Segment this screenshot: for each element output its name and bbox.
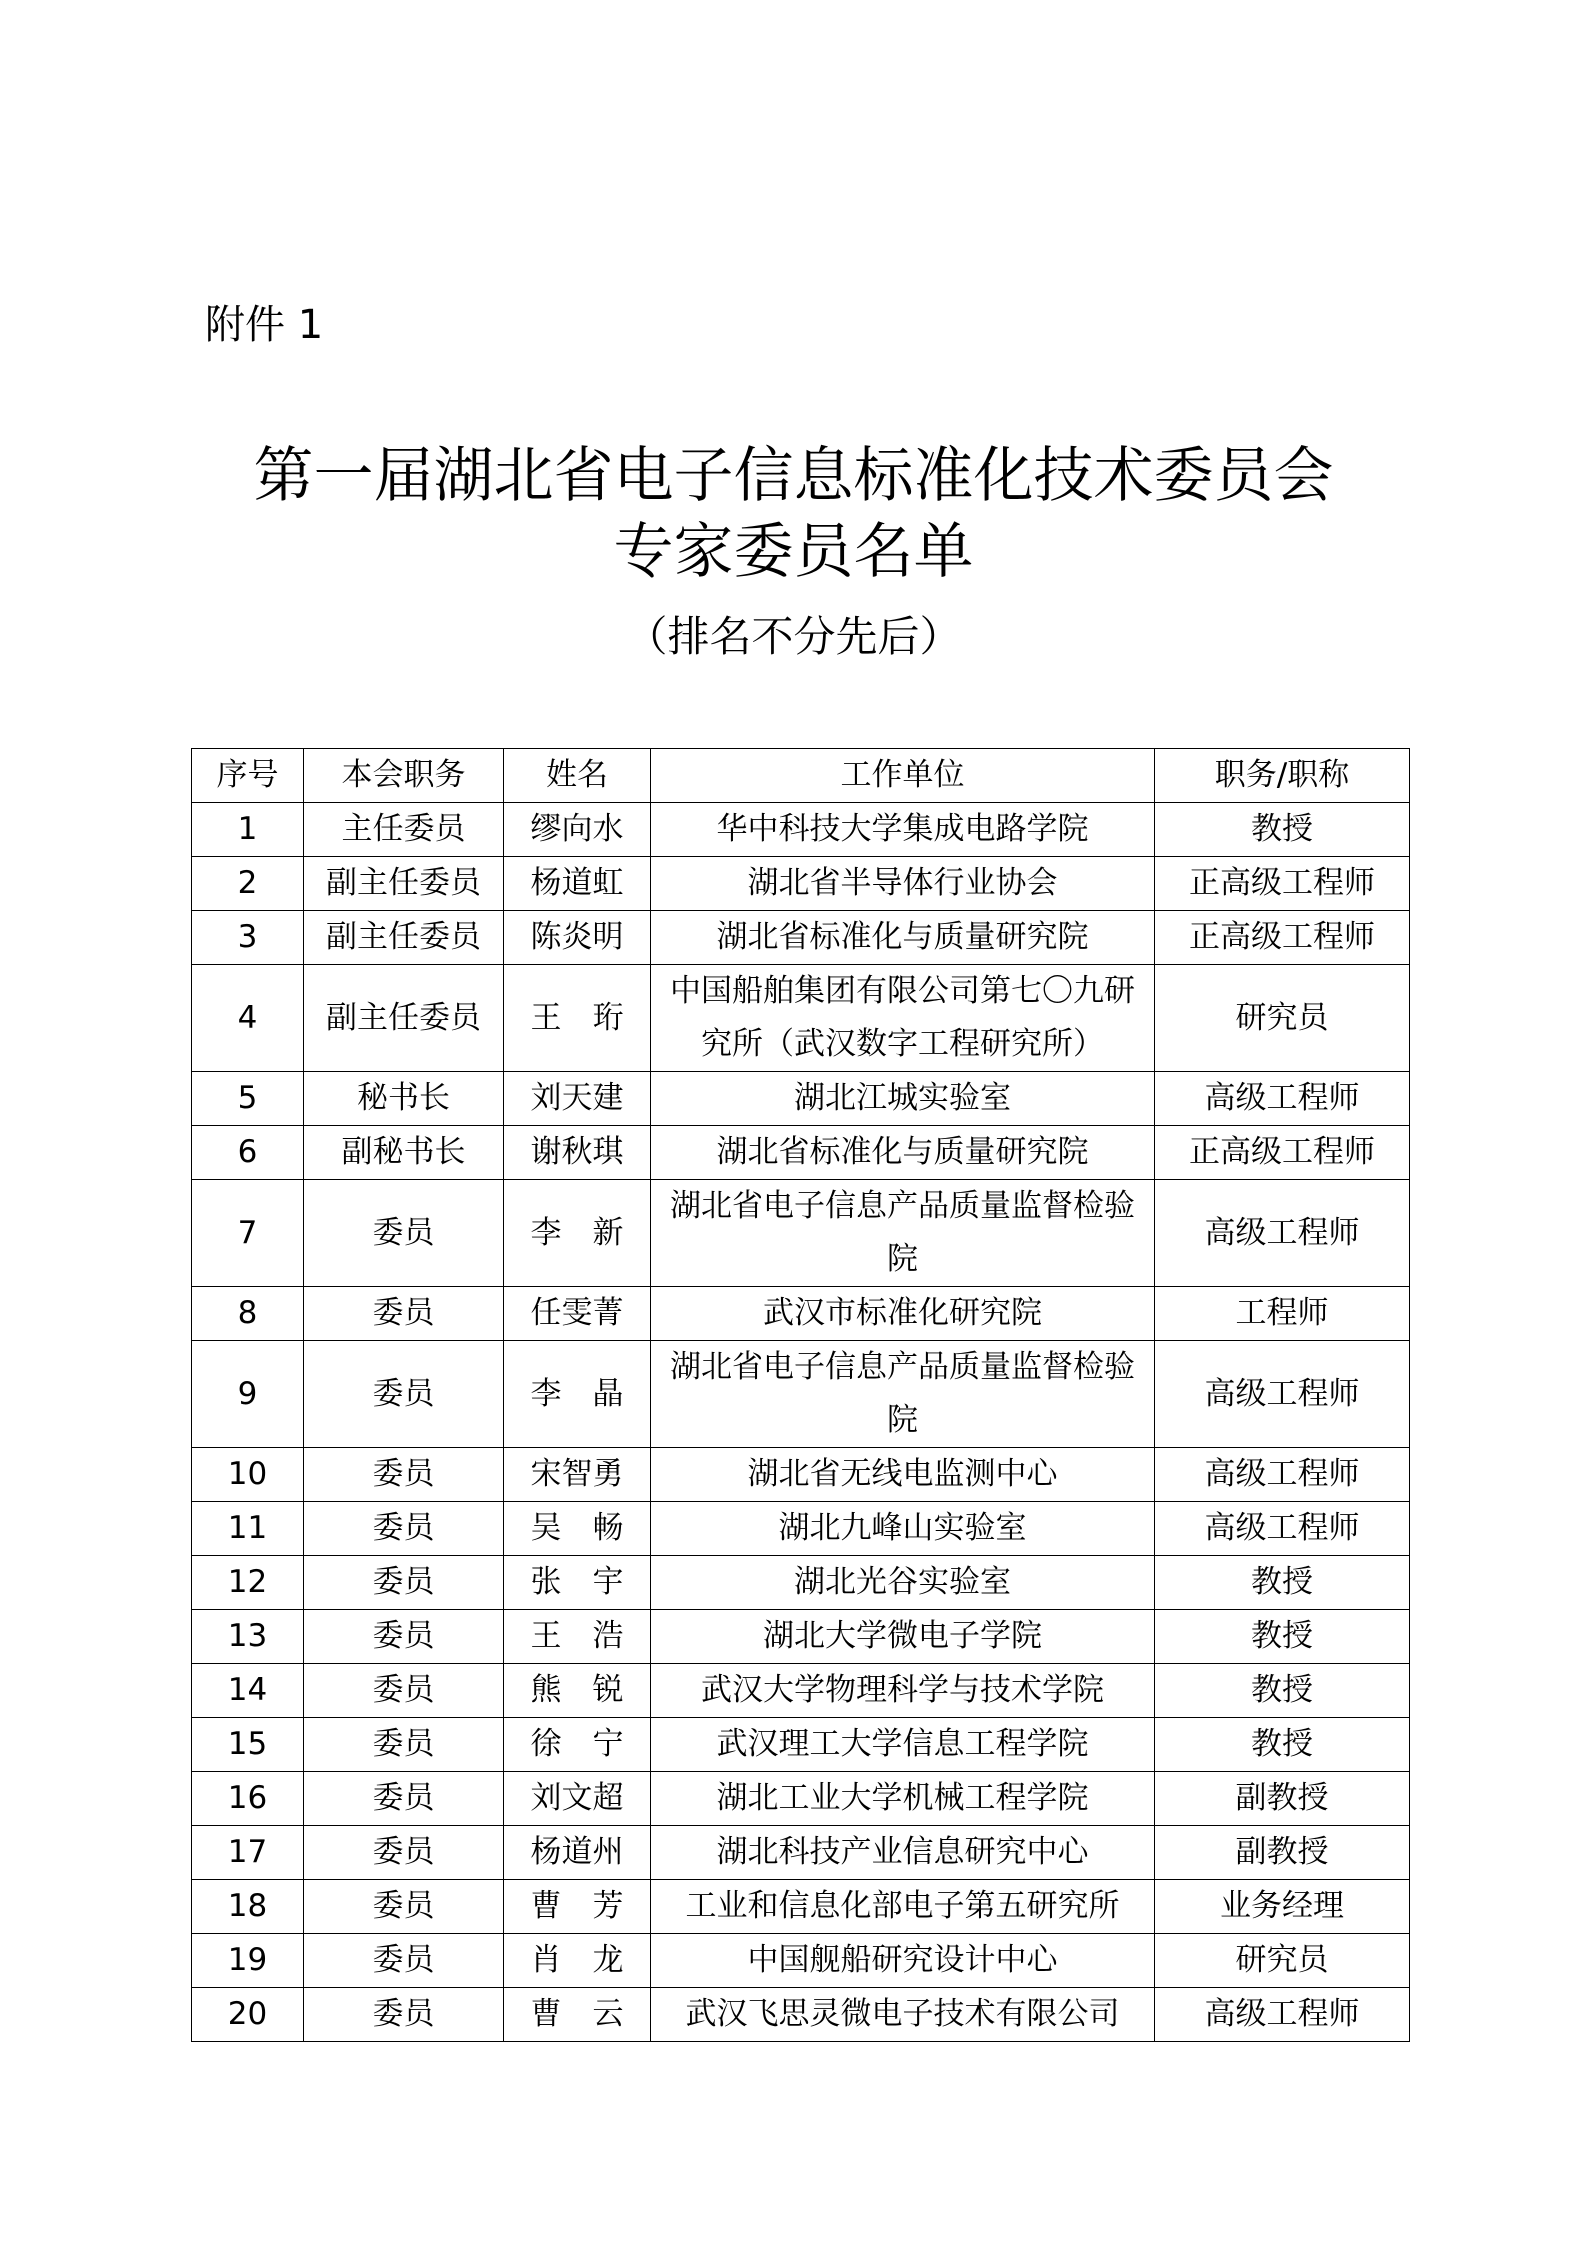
cell-org: 武汉理工大学信息工程学院 [651, 1718, 1155, 1772]
cell-title: 教授 [1155, 1664, 1410, 1718]
cell-name: 徐 宁 [504, 1718, 651, 1772]
table-row [192, 1826, 1410, 1880]
cell-title: 高级工程师 [1155, 1448, 1410, 1502]
cell-role: 委员 [304, 1772, 504, 1826]
cell-org: 湖北光谷实验室 [651, 1556, 1155, 1610]
table-row [192, 1610, 1410, 1664]
table-row [192, 1664, 1410, 1718]
table-row [192, 911, 1410, 965]
cell-title: 研究员 [1155, 965, 1410, 1072]
header-no: 序号 [192, 749, 304, 803]
cell-name: 熊 锐 [504, 1664, 651, 1718]
cell-no: 15 [192, 1718, 304, 1772]
cell-no: 10 [192, 1448, 304, 1502]
cell-title: 教授 [1155, 803, 1410, 857]
cell-name: 曹 云 [504, 1988, 651, 2042]
cell-org: 湖北大学微电子学院 [651, 1610, 1155, 1664]
cell-org: 华中科技大学集成电路学院 [651, 803, 1155, 857]
cell-no: 18 [192, 1880, 304, 1934]
document-subtitle: （排名不分先后） [625, 612, 962, 661]
document-title-line1: 第一届湖北省电子信息标准化技术委员会 [253, 441, 1334, 511]
cell-no: 3 [192, 911, 304, 965]
cell-no: 9 [192, 1341, 304, 1448]
cell-no: 5 [192, 1072, 304, 1126]
cell-org: 中国舰船研究设计中心 [651, 1934, 1155, 1988]
cell-org: 湖北省标准化与质量研究院 [651, 911, 1155, 965]
cell-role: 委员 [304, 1180, 504, 1287]
cell-no: 8 [192, 1287, 304, 1341]
cell-role: 主任委员 [304, 803, 504, 857]
cell-no: 11 [192, 1502, 304, 1556]
cell-name: 宋智勇 [504, 1448, 651, 1502]
cell-name: 刘文超 [504, 1772, 651, 1826]
cell-title: 高级工程师 [1155, 1180, 1410, 1287]
cell-no: 14 [192, 1664, 304, 1718]
table-row [192, 1180, 1410, 1287]
table-row [192, 1718, 1410, 1772]
cell-org: 湖北省无线电监测中心 [651, 1448, 1155, 1502]
cell-name: 李 新 [504, 1180, 651, 1287]
cell-role: 委员 [304, 1934, 504, 1988]
document-title-line2: 专家委员名单 [613, 517, 974, 587]
cell-name: 王 珩 [504, 965, 651, 1072]
cell-role: 委员 [304, 1341, 504, 1448]
cell-title: 副教授 [1155, 1772, 1410, 1826]
cell-org: 工业和信息化部电子第五研究所 [651, 1880, 1155, 1934]
cell-no: 7 [192, 1180, 304, 1287]
table-row [192, 1502, 1410, 1556]
cell-org: 武汉飞思灵微电子技术有限公司 [651, 1988, 1155, 2042]
cell-role: 委员 [304, 1664, 504, 1718]
cell-name: 李 晶 [504, 1341, 651, 1448]
header-org: 工作单位 [651, 749, 1155, 803]
cell-title: 高级工程师 [1155, 1988, 1410, 2042]
cell-org: 湖北省电子信息产品质量监督检验院 [651, 1341, 1155, 1448]
cell-role: 委员 [304, 1610, 504, 1664]
cell-name: 张 宇 [504, 1556, 651, 1610]
cell-no: 19 [192, 1934, 304, 1988]
cell-title: 教授 [1155, 1556, 1410, 1610]
table-row [192, 1287, 1410, 1341]
cell-name: 刘天建 [504, 1072, 651, 1126]
cell-role: 副主任委员 [304, 857, 504, 911]
cell-role: 副秘书长 [304, 1126, 504, 1180]
cell-org: 湖北科技产业信息研究中心 [651, 1826, 1155, 1880]
cell-title: 业务经理 [1155, 1880, 1410, 1934]
cell-title: 工程师 [1155, 1287, 1410, 1341]
cell-org: 武汉市标准化研究院 [651, 1287, 1155, 1341]
cell-title: 正高级工程师 [1155, 1126, 1410, 1180]
table-row [192, 1880, 1410, 1934]
cell-org: 湖北省半导体行业协会 [651, 857, 1155, 911]
cell-no: 2 [192, 857, 304, 911]
cell-no: 20 [192, 1988, 304, 2042]
cell-org: 湖北九峰山实验室 [651, 1502, 1155, 1556]
cell-title: 高级工程师 [1155, 1072, 1410, 1126]
cell-org: 中国船舶集团有限公司第七〇九研究所（武汉数字工程研究所） [651, 965, 1155, 1072]
cell-title: 教授 [1155, 1718, 1410, 1772]
cell-role: 委员 [304, 1448, 504, 1502]
cell-role: 副主任委员 [304, 911, 504, 965]
table-row [192, 1448, 1410, 1502]
header-name: 姓名 [504, 749, 651, 803]
cell-role: 副主任委员 [304, 965, 504, 1072]
cell-name: 杨道州 [504, 1826, 651, 1880]
header-role: 本会职务 [304, 749, 504, 803]
cell-name: 肖 龙 [504, 1934, 651, 1988]
cell-no: 12 [192, 1556, 304, 1610]
cell-org: 武汉大学物理科学与技术学院 [651, 1664, 1155, 1718]
cell-role: 委员 [304, 1988, 504, 2042]
cell-org: 湖北工业大学机械工程学院 [651, 1772, 1155, 1826]
cell-name: 谢秋琪 [504, 1126, 651, 1180]
cell-name: 吴 畅 [504, 1502, 651, 1556]
cell-name: 缪向水 [504, 803, 651, 857]
cell-no: 4 [192, 965, 304, 1072]
table-row [192, 1072, 1410, 1126]
cell-no: 17 [192, 1826, 304, 1880]
table-row [192, 1341, 1410, 1448]
cell-role: 委员 [304, 1718, 504, 1772]
attachment-label: 附件 1 [205, 302, 324, 348]
table-row [192, 1934, 1410, 1988]
cell-org: 湖北省标准化与质量研究院 [651, 1126, 1155, 1180]
cell-no: 13 [192, 1610, 304, 1664]
cell-title: 高级工程师 [1155, 1502, 1410, 1556]
cell-title: 副教授 [1155, 1826, 1410, 1880]
table-row [192, 1988, 1410, 2042]
table-row [192, 857, 1410, 911]
cell-role: 委员 [304, 1880, 504, 1934]
table-row [192, 1126, 1410, 1180]
cell-title: 正高级工程师 [1155, 911, 1410, 965]
table-row [192, 965, 1410, 1072]
cell-role: 秘书长 [304, 1072, 504, 1126]
cell-role: 委员 [304, 1556, 504, 1610]
member-table [191, 748, 1410, 2042]
cell-no: 6 [192, 1126, 304, 1180]
cell-org: 湖北江城实验室 [651, 1072, 1155, 1126]
cell-no: 1 [192, 803, 304, 857]
table-row [192, 803, 1410, 857]
header-title: 职务/职称 [1155, 749, 1410, 803]
cell-no: 16 [192, 1772, 304, 1826]
cell-name: 王 浩 [504, 1610, 651, 1664]
cell-role: 委员 [304, 1502, 504, 1556]
cell-name: 陈炎明 [504, 911, 651, 965]
cell-org: 湖北省电子信息产品质量监督检验院 [651, 1180, 1155, 1287]
cell-title: 高级工程师 [1155, 1341, 1410, 1448]
cell-title: 研究员 [1155, 1934, 1410, 1988]
cell-name: 杨道虹 [504, 857, 651, 911]
cell-title: 教授 [1155, 1610, 1410, 1664]
cell-role: 委员 [304, 1287, 504, 1341]
cell-role: 委员 [304, 1826, 504, 1880]
cell-name: 曹 芳 [504, 1880, 651, 1934]
table-row [192, 1772, 1410, 1826]
cell-title: 正高级工程师 [1155, 857, 1410, 911]
table-header-row [192, 749, 1410, 803]
table-row [192, 1556, 1410, 1610]
cell-name: 任雯菁 [504, 1287, 651, 1341]
